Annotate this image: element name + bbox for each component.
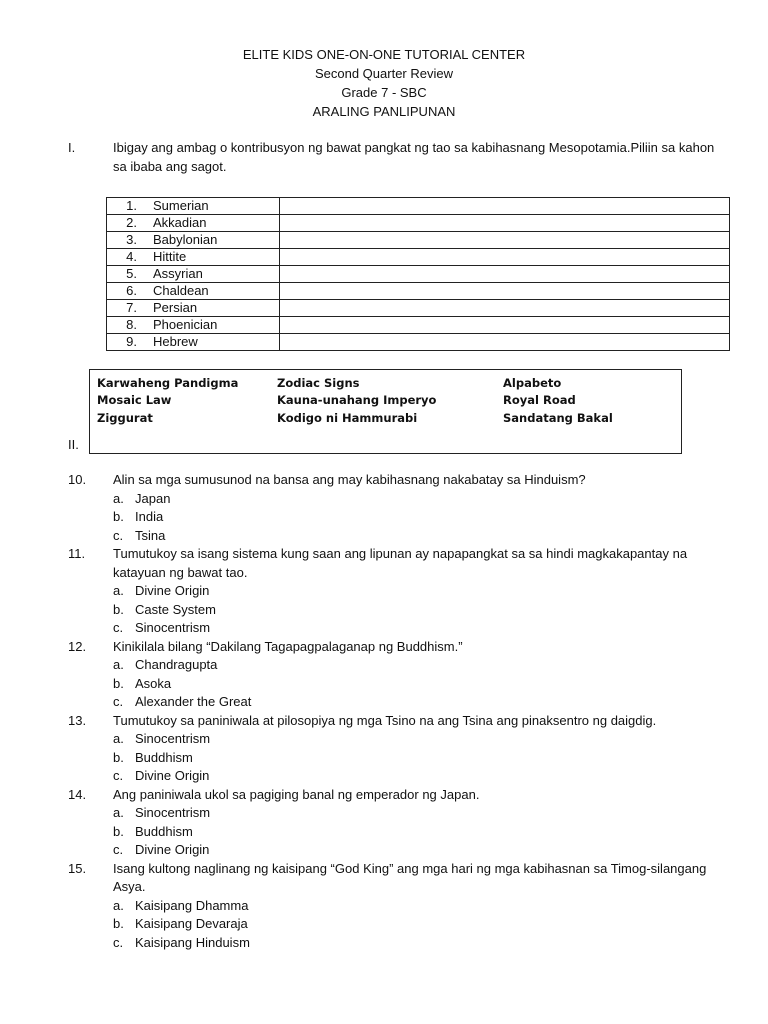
answer-option[interactable]	[113, 619, 738, 638]
option-letter: b.	[113, 509, 124, 524]
question-number: 10.	[68, 472, 87, 487]
row-number: 7.	[126, 300, 137, 315]
answer-choice: Ziggurat	[97, 411, 153, 425]
answer-choice: Alpabeto	[503, 376, 562, 390]
option-letter: b.	[113, 601, 124, 617]
option-letter: b.	[113, 749, 124, 765]
table-row	[107, 266, 730, 283]
question-text: Tumutukoy sa isang sistema kung saan ang lipunan ay napapangkat sa sa hindi magkakapantay na katayuan ng bawat tao.	[113, 546, 688, 580]
question-text: Alin sa mga sumusunod na bansa ang may kabihasnang nakabatay sa Hinduism?	[113, 472, 586, 487]
option-text: Divine Origin	[135, 583, 210, 598]
answer-cell[interactable]	[280, 266, 730, 283]
option-text: Buddhism	[135, 823, 193, 839]
question-item	[68, 638, 738, 712]
civilization-cell	[107, 215, 280, 232]
review-title: Second Quarter Review	[314, 66, 453, 81]
subject-title: ARALING PANLIPUNAN	[312, 104, 456, 119]
question-item	[68, 786, 738, 860]
question-item	[68, 712, 738, 786]
answer-option[interactable]	[113, 508, 738, 527]
option-text: Tsina	[135, 527, 166, 543]
row-number: 2.	[126, 215, 137, 230]
question-text: Tumutukoy sa paniniwala at pilosopiya ng mga Tsino na ang Tsina ang pinaksentro ng daigdig.	[113, 712, 657, 728]
option-text: Sinocentrism	[135, 805, 211, 820]
answer-option[interactable]	[113, 675, 738, 694]
answer-option[interactable]	[113, 582, 738, 601]
question-item	[68, 860, 738, 953]
answer-choice: Karwaheng Pandigma	[97, 376, 239, 390]
answer-option[interactable]	[113, 767, 738, 786]
answer-option[interactable]	[113, 897, 738, 916]
question-item	[68, 471, 738, 545]
answer-cell[interactable]	[280, 300, 730, 317]
answer-choice: Royal Road	[503, 393, 576, 407]
answer-option[interactable]	[113, 693, 738, 712]
table-row	[107, 317, 730, 334]
question-text: Isang kultong naglinang ng kaisipang “God King” ang mga hari ng mga kabihasnan sa Timog-silangang Asya.	[113, 860, 707, 894]
answer-option[interactable]	[113, 490, 738, 509]
answer-cell[interactable]	[280, 232, 730, 249]
civilization-answer-table	[106, 197, 730, 351]
option-letter: b.	[113, 823, 124, 839]
option-text: Kaisipang Hinduism	[135, 934, 250, 950]
part-one-numeral: I.	[68, 140, 76, 155]
civilization-cell	[107, 232, 280, 249]
table-row	[107, 334, 730, 351]
table-row	[107, 232, 730, 249]
table-row	[107, 215, 730, 232]
row-number: 5.	[126, 266, 137, 281]
option-letter: c.	[113, 842, 124, 857]
answer-option[interactable]	[113, 934, 738, 953]
row-number: 4.	[126, 249, 137, 264]
option-text: Sinocentrism	[135, 731, 211, 746]
civilization-name: Babylonian	[153, 232, 218, 247]
civilization-cell	[107, 317, 280, 334]
document-header	[0, 45, 768, 121]
answer-option[interactable]	[113, 527, 738, 546]
row-number: 6.	[126, 283, 137, 298]
answer-cell[interactable]	[280, 215, 730, 232]
table-row	[107, 300, 730, 317]
answer-option[interactable]	[113, 823, 738, 842]
answer-choice: Kodigo ni Hammurabi	[277, 411, 418, 425]
civilization-cell	[107, 283, 280, 300]
civilization-name: Phoenician	[153, 317, 218, 332]
option-text: Alexander the Great	[135, 694, 252, 709]
option-letter: c.	[113, 768, 124, 783]
table-row	[107, 198, 730, 215]
civilization-name: Sumerian	[153, 198, 209, 213]
part-two-numeral: II.	[68, 437, 79, 452]
question-number: 13.	[68, 712, 87, 728]
question-text: Ang paniniwala ukol sa pagiging banal ng emperador ng Japan.	[113, 786, 480, 802]
option-letter: c.	[113, 694, 124, 709]
question-number: 15.	[68, 860, 87, 876]
row-number: 9.	[126, 334, 137, 349]
option-text: Chandragupta	[135, 657, 218, 672]
option-text: Kaisipang Dhamma	[135, 897, 249, 913]
row-number: 3.	[126, 232, 137, 247]
civilization-cell	[107, 266, 280, 283]
option-letter: a.	[113, 490, 124, 506]
civilization-name: Hittite	[153, 249, 187, 264]
answer-option[interactable]	[113, 656, 738, 675]
grade-level: Grade 7 - SBC	[341, 85, 427, 100]
option-letter: a.	[113, 897, 124, 913]
option-text: Buddhism	[135, 749, 193, 765]
answer-cell[interactable]	[280, 198, 730, 215]
civilization-name: Persian	[153, 300, 198, 315]
multiple-choice-questions	[68, 471, 738, 952]
option-letter: c.	[113, 620, 124, 635]
answer-option[interactable]	[113, 841, 738, 860]
option-letter: b.	[113, 916, 124, 931]
civilization-cell	[107, 249, 280, 266]
question-text: Kinikilala bilang “Dakilang Tagapagpalaganap ng Buddhism.”	[113, 638, 463, 654]
option-letter: a.	[113, 657, 124, 672]
option-text: Caste System	[135, 601, 216, 617]
answer-cell[interactable]	[280, 317, 730, 334]
option-text: Divine Origin	[135, 768, 210, 783]
civilization-name: Chaldean	[153, 283, 209, 298]
answer-cell[interactable]	[280, 283, 730, 300]
civilization-cell	[107, 198, 280, 215]
option-text: Divine Origin	[135, 842, 210, 857]
option-letter: c.	[113, 527, 124, 543]
civilization-name: Assyrian	[153, 266, 203, 281]
answer-choice: Zodiac Signs	[277, 376, 360, 390]
civilization-cell	[107, 334, 280, 351]
school-name: ELITE KIDS ONE-ON-ONE TUTORIAL CENTER	[242, 47, 526, 62]
answer-choice: Kauna-unahang Imperyo	[277, 393, 437, 407]
option-text: Kaisipang Devaraja	[135, 916, 248, 931]
answer-option[interactable]	[113, 804, 738, 823]
civilization-name: Akkadian	[153, 215, 207, 230]
table-row	[107, 249, 730, 266]
question-number: 14.	[68, 786, 87, 802]
row-number: 8.	[126, 317, 137, 332]
option-text: Asoka	[135, 675, 172, 691]
option-letter: a.	[113, 805, 124, 820]
row-number: 1.	[126, 198, 137, 213]
question-item	[68, 545, 738, 638]
answer-option[interactable]	[113, 601, 738, 620]
option-text: Sinocentrism	[135, 620, 211, 635]
table-row	[107, 283, 730, 300]
answer-choices-box	[89, 369, 682, 454]
answer-option[interactable]	[113, 915, 738, 934]
part-one-instructions	[68, 139, 728, 176]
answer-cell[interactable]	[280, 334, 730, 351]
option-text: Japan	[135, 490, 171, 506]
answer-option[interactable]	[113, 730, 738, 749]
civilization-cell	[107, 300, 280, 317]
answer-cell[interactable]	[280, 249, 730, 266]
option-letter: b.	[113, 675, 124, 691]
option-letter: a.	[113, 731, 124, 746]
answer-option[interactable]	[113, 749, 738, 768]
answer-choice: Mosaic Law	[97, 393, 172, 407]
option-letter: c.	[113, 934, 124, 950]
part-one-instruction-text: Ibigay ang ambag o kontribusyon ng bawat pangkat ng tao sa kabihasnang Mesopotamia.Piliin sa kahon sa ibaba ang sagot.	[113, 140, 715, 174]
civilization-name: Hebrew	[153, 334, 198, 349]
question-number: 12.	[68, 638, 87, 654]
answer-choice: Sandatang Bakal	[503, 411, 613, 425]
option-text: India	[135, 509, 164, 524]
question-number: 11.	[68, 546, 86, 561]
option-letter: a.	[113, 583, 124, 598]
